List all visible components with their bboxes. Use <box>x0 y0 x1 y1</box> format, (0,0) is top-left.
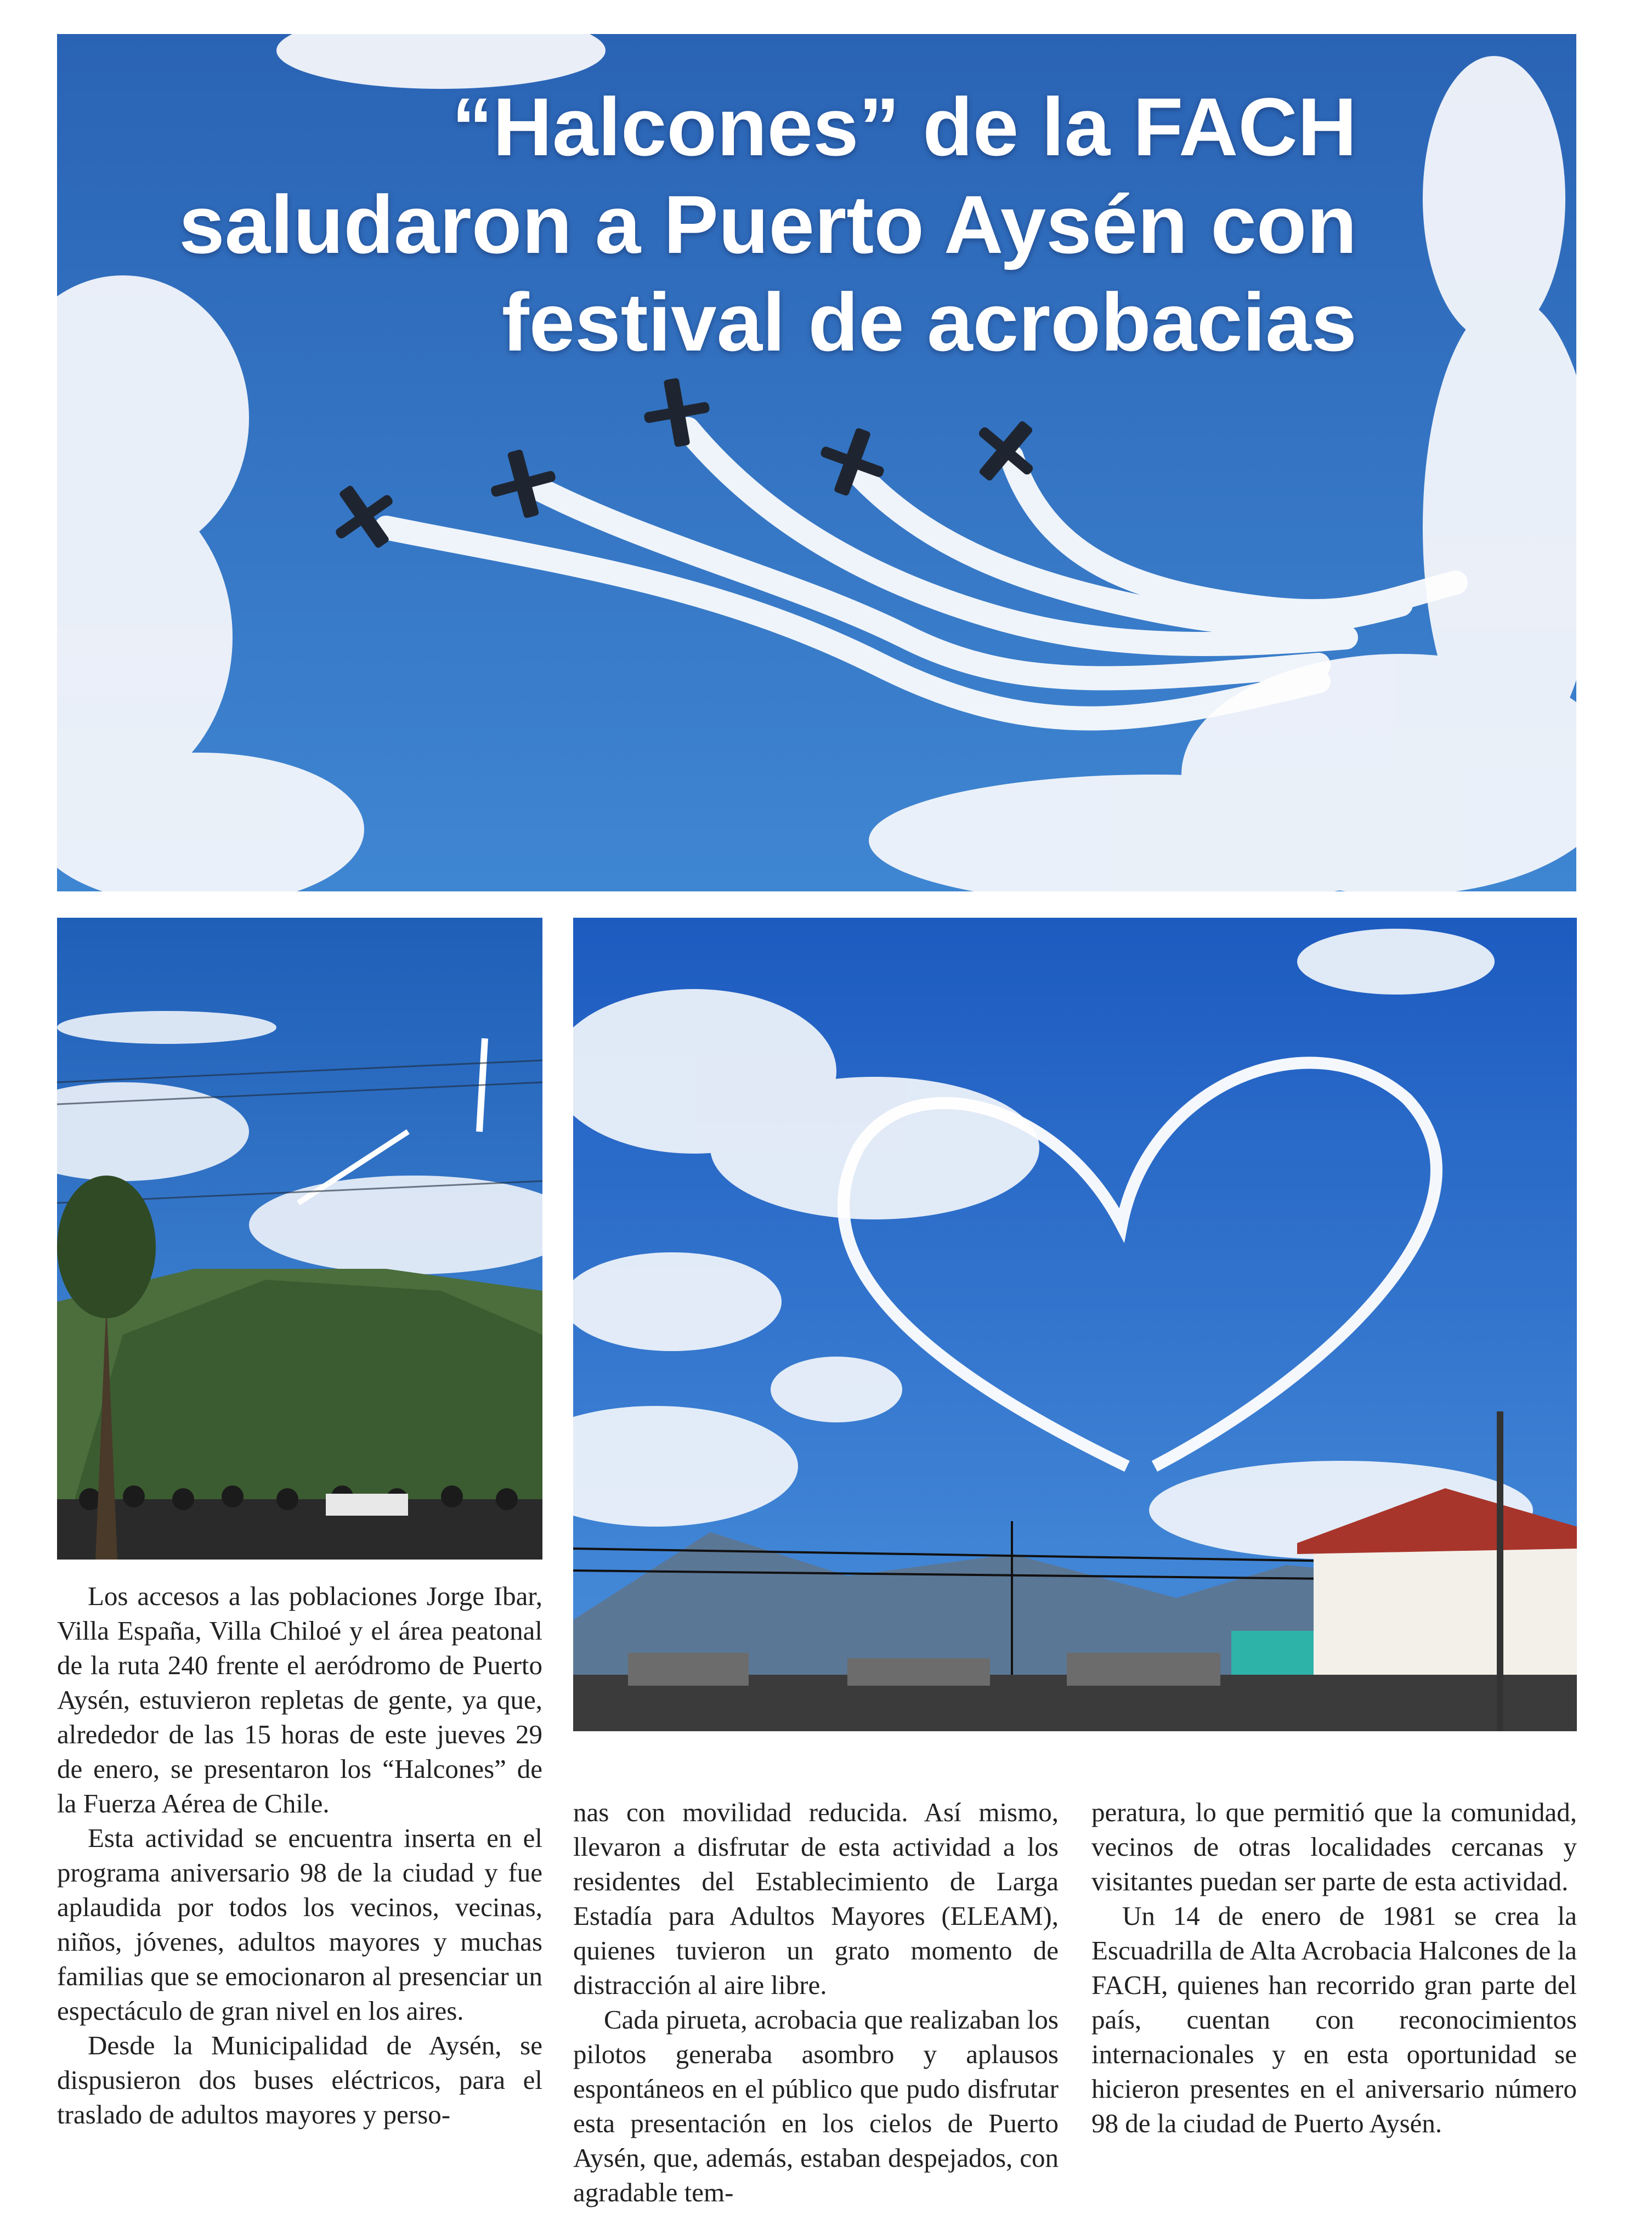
article-column-2 <box>573 1795 1059 2210</box>
article-column-3 <box>1091 1795 1577 2140</box>
paragraph: Cada pirueta, acrobacia que realizaban los pilotos generaba asombro y aplausos espontáneos en el público que pudo disfrutar esta presentación en los cielos de Puerto Aysén, que, además, estaban despejados, con agradable tem- <box>573 2004 1059 2207</box>
headline-line-1: “Halcones” de la FACH <box>451 81 1357 173</box>
headline-line-2: saludaron a Puerto Aysén con <box>179 178 1357 270</box>
headline <box>57 78 1357 371</box>
heart-sky-image <box>573 918 1577 1731</box>
paragraph: Los accesos a las poblaciones Jorge Ibar, Villa España, Villa Chiloé y el área peatonal de la ruta 240 frente el aeródromo de Puerto Aysén, estuvieron repletas de gente, ya que, alrededor de las 15 horas de este jueves 29 de enero, se presentaron los “Halcones” de la Fuerza Aérea de Chile. <box>57 1581 542 1818</box>
paragraph: Esta actividad se encuentra inserta en el programa aniversario 98 de la ciudad y fue aplaudida por todos los vecinos, vecinas, niños, jóvenes, adultos mayores y muchas familias que se emocionaron al presenciar un espectáculo de gran nivel en los aires. <box>57 1823 542 2026</box>
article-column-1 <box>57 1579 542 2132</box>
crowd-mountain-photo <box>57 918 542 1560</box>
crowd-mountain-image <box>57 918 542 1560</box>
paragraph: nas con movilidad reducida. Así mismo, llevaron a disfrutar de esta actividad a los residentes del Establecimiento de Larga Estadía para Adultos Mayores (ELEAM), quienes tuvieron un grato momento de distracción al aire libre. <box>573 1797 1059 2000</box>
headline-line-3: festival de acrobacias <box>501 276 1357 368</box>
paragraph: Desde la Municipalidad de Aysén, se dispusieron dos buses eléctricos, para el traslado de adultos mayores y perso- <box>57 2030 542 2129</box>
hero-photo <box>57 34 1576 891</box>
heart-sky-photo <box>573 918 1577 1731</box>
paragraph: Un 14 de enero de 1981 se crea la Escuadrilla de Alta Acrobacia Halcones de la FACH, quienes han recorrido gran parte del país, cuentan con reconocimientos internacionales y en esta oportunidad se hicieron presentes en el aniversario número 98 de la ciudad de Puerto Aysén. <box>1091 1901 1577 2138</box>
paragraph: peratura, lo que permitió que la comunidad, vecinos de otras localidades cercanas y visitantes puedan ser parte de esta actividad. <box>1091 1797 1577 1896</box>
